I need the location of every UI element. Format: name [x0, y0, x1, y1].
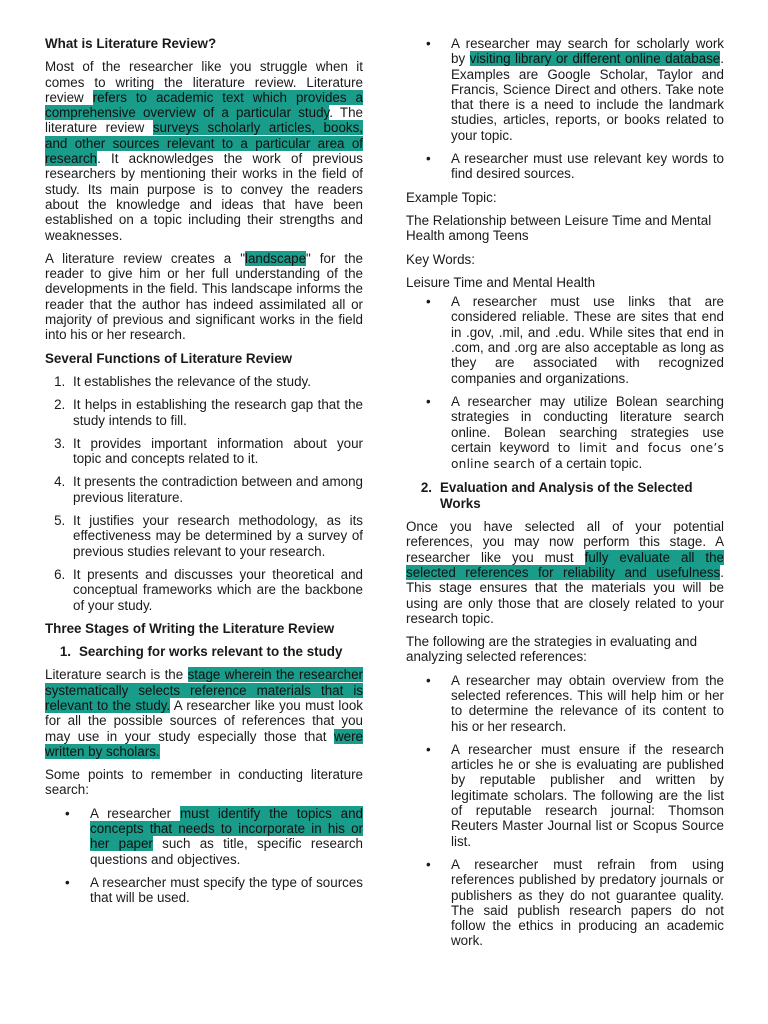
keywords: Leisure Time and Mental Health [406, 274, 596, 290]
intro-paragraph-2 [45, 251, 363, 343]
text-run: Once you have selected all of your potential references, you may now perform this stage. A researcher like you must [406, 519, 724, 565]
highlight: were written by scholars. [45, 728, 363, 759]
stage2-number: 2. [420, 480, 432, 496]
stage2-bullets [406, 673, 724, 949]
functions-title: Several Functions of Literature Review [45, 350, 293, 366]
text-run: a certain topic. [551, 456, 643, 472]
stage1-bullets-left [45, 806, 363, 906]
text-run: " for the reader to give him or her full understanding of the developments in the field. This landscape informs the reader that the author has indeed assimilated all or majority of previous and significant works in the field into his or her research. [45, 250, 363, 343]
highlight: surveys scholarly articles, books, and other sources relevant to a particular area of research [45, 120, 363, 167]
stage1-heading [45, 644, 363, 659]
stage1-bullets-right-2 [406, 294, 724, 472]
stage2-title: Evaluation and Analysis of the Selected Works [440, 480, 693, 511]
functions-list [45, 374, 363, 613]
stage1-title: Searching for works relevant to the study [79, 644, 343, 660]
example-topic: The Relationship between Leisure Time and Mental Health among Teens [406, 212, 712, 244]
highlight: refers to academic text which provides a comprehensive overview of a particular study [45, 89, 363, 121]
highlight: visiting library or different online database [469, 51, 721, 67]
highlight: stage wherein the researcher systematically selects reference materials that is relevant to the study. [45, 667, 363, 713]
text-run: . Examples are Google Scholar, Taylor and Francis, Science Direct and others. Take note that there is a need to include the landmark studies, articles, reports, or books related to your topic. [451, 51, 724, 143]
stage1-number: 1. [59, 644, 71, 660]
stage1-paragraph [45, 667, 363, 759]
bullet-item: • A researcher must use links that are considered reliable. These are sites that end in .gov, .mil, and .edu. While sites that end in .com, and .org are also acceptable as long as they are associated with recognized companies and organizations. [406, 294, 724, 386]
text-run: A literature review creates a " [45, 250, 245, 266]
bullet-item: • A researcher must use relevant key words to find desired sources. [406, 151, 724, 182]
text-run: such as title, specific research questions and objectives. [90, 836, 364, 867]
function-item: 3. It provides important information about your topic and concepts related to it. [69, 436, 363, 467]
stage2-heading [406, 480, 724, 511]
left-column [45, 36, 363, 914]
stage2-paragraph [406, 519, 724, 626]
right-column [406, 36, 724, 957]
text-run: Most of the researcher like you struggle when it comes to writing the literature review. Literature review [45, 59, 363, 105]
keywords-label: Key Words: [406, 251, 475, 267]
text-run: A researcher may utilize Bolean searching strategies in conducting literature search online. Bolean searching strategies use certain keyword [451, 393, 724, 455]
highlight: must identify the topics and concepts that needs to incorporate in his or her paper [90, 805, 364, 852]
stage2-strategies-intro: The following are the strategies in evaluating and analyzing selected references: [406, 634, 698, 665]
text-run: . This stage ensures that the materials you will be using are only those that are closely related to your research topic. [406, 564, 724, 626]
text-run: A researcher [90, 805, 181, 821]
text-run: . The literature review [45, 105, 363, 136]
stage1-points-intro: Some points to remember in conducting literature search: [45, 767, 363, 798]
function-item: 1. It establishes the relevance of the study. [69, 374, 363, 389]
text-run: Literature search is the [45, 667, 188, 683]
bullet-item [45, 806, 363, 867]
bullet-item: • A researcher must specify the type of sources that will be used. [45, 875, 363, 906]
function-item: 6. It presents and discusses your theoretical and conceptual frameworks which are the backbone of your study. [69, 567, 363, 613]
function-item: 5. It justifies your research methodology, as its effectiveness may be determined by a survey of previous studies relevant to your research. [69, 513, 363, 559]
highlight: fully evaluate all the selected references for reliability and usefulness [406, 549, 724, 580]
bullet-item: • A researcher must refrain from using references published by predatory journals or publishers as they do not guarantee quality. The said publish research papers do not follow the ethics in producing an academic work. [406, 857, 724, 949]
intro-title: What is Literature Review? [45, 36, 217, 51]
stage1-bullets-right [406, 36, 724, 182]
text-run: A researcher may search for scholarly work by [451, 36, 724, 67]
highlight: landscape [244, 250, 307, 266]
bullet-item: • A researcher must ensure if the research articles he or she is evaluating are published by reputable publisher and written by legitimate scholars. The following are the list of reputable research journal: Thomson Reuters Master Journal list or Scopus Source list. [406, 742, 724, 849]
example-label: Example Topic: [406, 189, 497, 205]
text-run: to limit and focus one’s online search of [451, 440, 724, 472]
text-run: . It acknowledges the work of previous researchers by mentioning their works in the field of study. Its main purpose is to convey the readers about the knowledge and ideas that have been established on a topic including their strengths and weaknesses. [45, 151, 363, 243]
stages-title: Three Stages of Writing the Literature Review [45, 620, 335, 636]
bullet-item [406, 394, 724, 472]
bullet-item [406, 36, 724, 143]
bullet-item: • A researcher may obtain overview from the selected references. This will help him or her to determine the relevance of its content to his or her research. [406, 673, 724, 734]
function-item: 4. It presents the contradiction between and among previous literature. [69, 474, 363, 505]
intro-paragraph-1 [45, 59, 363, 243]
function-item: 2. It helps in establishing the research gap that the study intends to fill. [69, 397, 363, 428]
text-run: A researcher like you must look for all the possible sources of references that you may use in your study especially those that [45, 697, 363, 744]
